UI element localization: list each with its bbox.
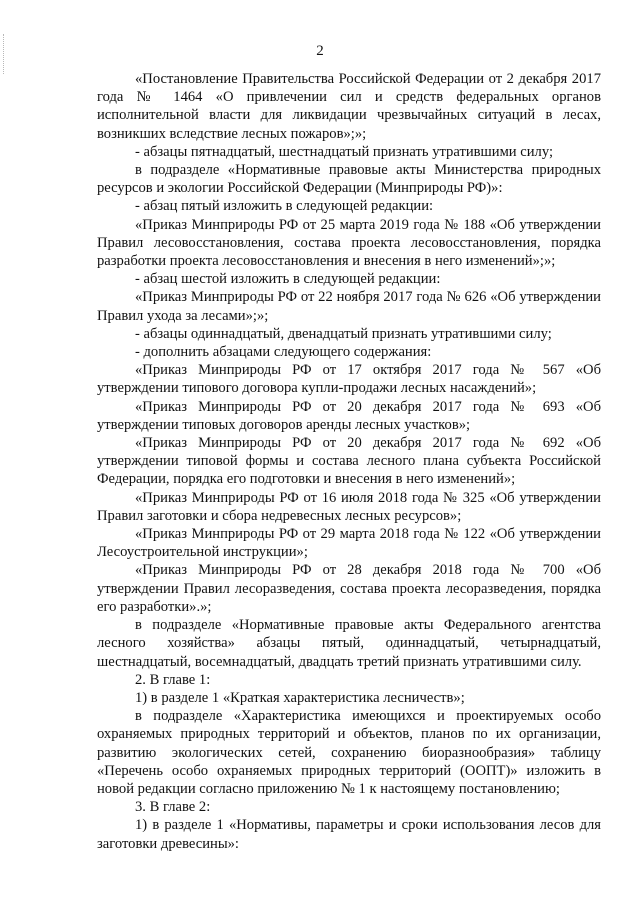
paragraph: «Приказ Минприроды РФ от 16 июля 2018 года № 325 «Об утверждении Правил заготовки и сбора недревесных лесных ресурсов»;	[97, 489, 601, 524]
page-number: 2	[316, 43, 324, 59]
paragraph: «Приказ Минприроды РФ от 29 марта 2018 года № 122 «Об утверждении Лесоустроительной инструкции»;	[97, 526, 601, 561]
paragraph: в подразделе «Нормативные правовые акты Федерального агентства лесного хозяйства» абзацы пятый, одиннадцатый, четырнадцатый, шестнадцатый, восемнадцатый, двадцать третий признать утратившими силу.	[97, 617, 601, 670]
paragraph: «Приказ Минприроды РФ от 22 ноября 2017 года № 626 «Об утверждении Правил ухода за лесами»;»;	[97, 289, 601, 324]
paragraph: 2. В главе 1:	[135, 671, 211, 688]
paragraph: 1) в разделе 1 «Нормативы, параметры и сроки использования лесов для заготовки древесины»:	[97, 817, 601, 852]
paragraph: «Приказ Минприроды РФ от 20 декабря 2017 года № 693 «Об утверждении типовых договоров аренды лесных участков»;	[97, 398, 601, 433]
paragraph: «Приказ Минприроды РФ от 25 марта 2019 года № 188 «Об утверждении Правил лесовосстановления, состава проекта лесовосстановления, порядка разработки проекта лесовосстановления и внесения в него изменений»;»;	[97, 216, 601, 270]
paragraph: «Приказ Минприроды РФ от 28 декабря 2018 года № 700 «Об утверждении Правил лесоразведения, состава проекта лесоразведения, порядка его разработки».»;	[97, 562, 601, 615]
paragraph: «Приказ Минприроды РФ от 17 октября 2017 года № 567 «Об утверждении типового договора купли-продажи лесных насаждений»;	[97, 362, 601, 397]
paragraph: в подразделе «Нормативные правовые акты Министерства природных ресурсов и экологии Российской Федерации (Минприроды РФ)»:	[97, 162, 601, 197]
paragraph: «Приказ Минприроды РФ от 20 декабря 2017 года № 692 «Об утверждении типовой формы и состава лесного плана субъекта Российской Федерации, порядка его подготовки и внесения в него изменений»;	[97, 435, 601, 488]
paragraph: - абзац пятый изложить в следующей редакции:	[135, 198, 434, 215]
paragraph: - дополнить абзацами следующего содержания:	[135, 344, 432, 361]
paragraph: 3. В главе 2:	[135, 799, 211, 816]
paragraph: - абзацы пятнадцатый, шестнадцатый признать утратившими силу;	[135, 143, 553, 160]
paragraph: 1) в разделе 1 «Краткая характеристика лесничеств»;	[135, 689, 465, 706]
paragraph: в подразделе «Характеристика имеющихся и проектируемых особо охраняемых природных территорий и объектов, планов по их организации, развитию экологических сетей, сохранению биоразнообразия» таблицу «Перечень особо охраняемых природных территорий (ООПТ)» изложить в новой редакции согласно приложению № 1 к настоящему постановлению;	[97, 708, 601, 797]
paragraph: - абзацы одиннадцатый, двенадцатый признать утратившими силу;	[135, 325, 552, 342]
document-body	[97, 70, 601, 853]
paragraph: «Постановление Правительства Российской Федерации от 2 декабря 2017 года № 1464 «О привлечении сил и средств федеральных органов исполнительной власти для ликвидации чрезвычайных ситуаций в лесах, возникших вследствие лесных пожаров»;»;	[97, 71, 601, 142]
paragraph: - абзац шестой изложить в следующей редакции:	[135, 271, 441, 288]
